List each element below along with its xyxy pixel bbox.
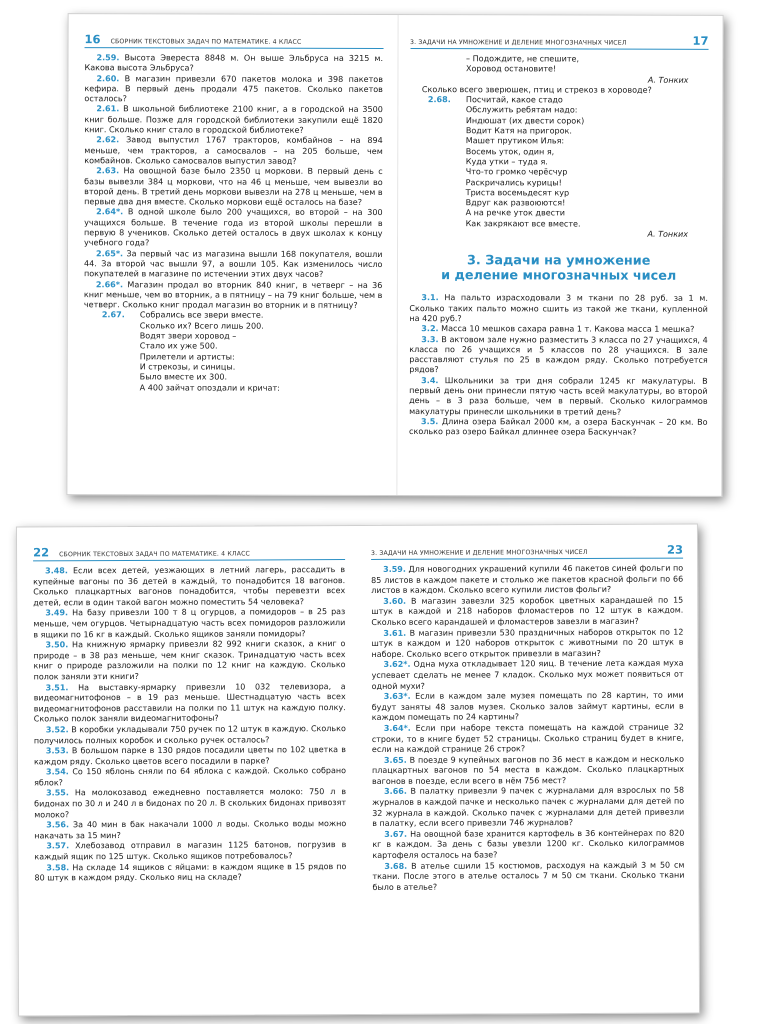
page-header [85,32,384,49]
task-text: В коробки укладывали 750 ручек по 12 штук в каждую. Сколько получилось полных коробок и сколько ручек осталось? [33,723,346,745]
poem-line: Куда утки – туда я. [465,157,548,167]
running-title: 3. ЗАДАЧИ НА УМНОЖЕНИЕ И ДЕЛЕНИЕ МНОГОЗНАЧНЫХ ЧИСЕЛ [410,39,627,47]
poem-line: – Подождите, не спешите, [466,54,580,64]
task-text: За 40 мин в бак накачали 1000 л воды. Сколько воды можно накачать за 15 мин? [34,819,347,841]
task-item [371,564,683,597]
task-list [371,564,684,894]
task-text: В палатку привезли 9 пачек с журналами для взрослых по 58 журналов в каждой пачке и несколько пачек с журналами для детей по 32 журнала в каждой. Сколько пачек с журналами для детей привезли в палатку, если всего привезли 746 журналов? [372,786,685,829]
task-number: 3.59. [383,564,406,574]
task-item [34,682,346,726]
task-item [34,724,346,747]
poem-line: Как закрякают все вместе. [465,218,581,229]
task-item [84,166,383,208]
task-item [372,659,684,692]
task-text: На складе 14 ящиков с яйцами: в каждом ящике в 15 рядов по 80 штук в каждом ряду. Сколько яиц на складе? [34,861,347,883]
poem-line: Хоровод остановите! [465,64,557,74]
task-item [371,627,683,660]
bottom-book-spread [16,524,700,1017]
task-item [84,208,383,250]
poem-line: Водят звери хоровод – [139,331,237,341]
poem-author: А. Тонких [647,229,689,239]
task-text: Длина озера Байкал 2000 км, а озера Баскунчак – 20 км. Во сколько раз озеро Байкал длиннее озера Баскунчак? [409,417,708,437]
poem-line: Было вместе их 300. [139,372,228,382]
task-number: 3.56. [46,820,70,830]
task-list [84,53,383,311]
task-item [84,53,383,74]
task-number: 3.4. [421,375,439,385]
task-item [372,828,684,861]
page-17 [397,15,723,496]
task-number: 3.49. [45,608,69,618]
poem-author: А. Тонких [647,75,689,85]
poem-line: Машет прутиком Илья: [465,136,565,146]
poem-line: Обслужить ребятам надо: [465,105,578,115]
running-title: СБОРНИК ТЕКСТОВЫХ ЗАДАЧ ПО МАТЕМАТИКЕ. 4 КЛАСС [59,550,251,559]
page-number: 23 [666,542,684,557]
page-number: 22 [33,545,50,560]
task-item [84,74,383,106]
task-number: 3.52. [45,725,69,735]
poem-line: Прилетели и артисты: [139,351,235,362]
task-text: На молокозавод ежедневно поставляется молоко: 750 л в бидонах по 30 л и 240 л в бидонах по 20 л. В скольких бидонах привозят молоко? [34,787,347,820]
poem-line: Раскричались курицы! [465,177,562,187]
poem-line: Посчитай, какое стадо [465,95,563,105]
task-number: 2.68. [427,95,451,105]
task-number: 3.3. [421,334,439,344]
page-header [410,33,709,50]
task-item [372,722,684,755]
task-list [409,293,708,438]
page-23 [359,525,699,1014]
task-text: Со 150 яблонь сняли по 64 яблока с каждой. Сколько собрано яблок? [34,766,347,788]
poem-line: Индюшат (их двести сорок) [465,115,585,126]
task-item [34,840,346,863]
task-text: Школьники за три дня собрали 1245 кг макулатуры. В первый день они принесли пятую часть всей макулатуры, во второй день – в 3 раза больше, чем в первый. Сколько килограммов макулатуры принесли школьники в третий день? [409,375,708,417]
poem-line: Водит Катя на пригорок. [465,126,573,136]
task-number: 3.5. [421,416,439,427]
task-item [371,595,683,628]
task-text: Если при наборе текста помещать на каждой странице 32 строки, то в книге будет 52 страницы. Сколько страниц будет в книге, если на каждой странице 26 строк? [371,722,684,755]
task-number: 3.66. [384,787,407,797]
task-item [34,788,346,821]
task-item [33,565,345,609]
task-number: 2.67. [101,310,125,320]
page-number: 17 [692,33,709,48]
poem-line: Восемь уток, один я, [465,146,555,157]
running-title: СБОРНИК ТЕКСТОВЫХ ЗАДАЧ ПО МАТЕМАТИКЕ. 4 КЛАСС [110,38,302,46]
task-text: В одной школе было 200 учащихся, во второй – на 300 учащихся больше. В течение года из второй школы перешли в первую 8 учеников. Сколько детей осталось в двух школах к концу учебного года? [84,207,383,248]
task-number: 3.57. [46,841,70,851]
task-text: В магазин привезли 530 праздничных наборов открыток по 12 штук в каждом и 120 наборов открыток с животными по 20 штук в наборе. Сколько всего открыток привезли в магазин? [371,627,684,659]
poem-line: А 400 зайчат опоздали и кричат: [139,382,280,393]
task-text: Высота Эвереста 8848 м. Он выше Эльбруса на 3215 м. Какова высота Эльбруса? [84,53,384,73]
task-number: 3.65. [383,755,407,765]
task-number: 2.66*. [95,279,124,289]
task-text: На овощной базе хранится картофель в 36 контейнерах по 820 кг в каждом. За день с базы увезли 1200 кг. Сколько килограммов картофеля осталось на базе? [372,828,685,860]
task-text: За первый час из магазина вышли 168 покупателя, вошли 44. За второй час вышли 97, а вошли 105. Как изменилось число покупателей в магазине по истечении этих двух часов? [83,248,383,280]
poem-line: А на речке уток двести [465,208,566,218]
task-number: 2.60. [96,73,120,83]
poem-lines [140,311,383,394]
task-number: 3.60. [383,596,407,606]
task-number: 3.54. [45,767,69,777]
page-16 [67,14,398,495]
task-item [409,417,708,438]
poem-lines [466,54,709,75]
task-item [372,786,684,830]
task-text: Для новогодних украшений купили 46 пакетов синей фольги по 85 листов в каждом пакете и столько же пакетов красной фольги по 66 листов в каждом. Сколько всего купили листов фольги? [371,563,684,596]
task-item [409,376,708,418]
task-number: 3.2. [421,324,439,334]
task-number: 3.64*. [383,723,411,733]
page-header [371,543,683,560]
task-number: 2.64*. [96,207,124,217]
task-item [372,754,684,787]
task-number: 3.61. [383,628,407,638]
task-number: 3.62*. [383,660,411,670]
poem-line: Собрались все звери вместе. [139,310,264,321]
poem-line: Вдруг как развоюются! [465,198,566,208]
task-number: 3.48. [45,566,68,576]
page-header [33,544,345,561]
section-heading: 3. Задачи на умножение и деление многозначных чисел [441,253,677,285]
task-text: Завод выпустил 1767 тракторов, комбайнов – на 894 меньше, чем тракторов, а самосвалов – на 205 больше, чем комбайнов. Сколько самосвалов выпустил завод? [84,135,383,166]
task-text: Магазин продал во вторник 840 книг, в четверг – на 36 книг меньше, чем во вторник, а в пятницу – на 79 книг больше, чем в четверг. Сколько книг продал магазин во вторник и в пятницу? [83,279,383,311]
running-title: 3. ЗАДАЧИ НА УМНОЖЕНИЕ И ДЕЛЕНИЕ МНОГОЗНАЧНЫХ ЧИСЕЛ [371,548,588,557]
task-text: На выставку-ярмарку привезли 10 032 телевизора, а видеомагнитофонов – в 19 раз меньше. Шестнадцатую часть всех видеомагнитофонов расставили на полки по 11 штук на каждую полку. Сколько полок заняли видеомагнитофоны? [33,681,346,724]
task-number: 3.58. [46,862,70,872]
task-text: На овощной базе было 2350 ц моркови. В первый день с базы вывезли 384 ц моркови, что на 46 ц меньше, чем вывезли во второй день. В третий день моркови вывезли на 278 ц меньше, чем в первые два дня вместе. Сколько моркови ещё осталось на базе? [84,166,383,208]
poem-task [410,95,709,230]
task-text: На базу привезли 100 т 8 ц огурцов, а помидоров – в 25 раз меньше, чем огурцов. Четырнадцатую часть всех помидоров разложили в ящики по 16 кг в каждый. Сколько ящиков заняли помидоры? [33,607,346,639]
task-number: 3.63*. [383,691,411,702]
task-text: Одна муха откладывает 120 яиц. В течение лета каждая муха успевает сделать не менее 7 кладок. Сколько мух может появиться от одной мухи? [371,658,684,691]
poem-line: Триста восемьдесят кур [465,188,570,198]
poem-line: Стало их уже 500. [139,341,218,351]
task-text: Масса 10 мешков сахара равна 1 т. Какова масса 1 мешка? [441,324,695,335]
task-text: В магазин завезли 325 коробок цветных карандашей по 15 штук в каждой и 218 наборов фломастеров по 12 штук в каждом. Сколько всего карандашей и фломастеров завезли в магазин? [371,595,684,627]
task-text: Если в каждом зале музея помещать по 28 картин, то ими будут заняты 48 залов музея. Сколько залов займут картины, если в каждом помещать по 24 картины? [371,690,684,723]
poem-line: Что-то громко черёсчур [465,167,568,177]
task-text: В магазин привезли 670 пакетов молока и 398 пакетов кефира. В первый день продали 475 пакетов. Сколько пакетов осталось? [84,73,383,104]
task-number: 2.62. [96,135,120,145]
task-text: На книжную ярмарку привезли 82 992 книги сказок, а книг о природе – в 38 раз меньше, чем книг сказок. Тринадцатую часть всех книг о природе разложили на полки по 12 книг на каждую. Сколько полок заняли эти книги? [33,639,346,682]
page-22 [17,526,361,1015]
task-number: 3.68. [384,861,408,871]
poem-continuation [410,54,709,75]
task-text: На пальто израсходовали 3 м ткани по 28 руб. за 1 м. Сколько таких пальто можно сшить из такой же ткани, купленной на 420 руб.? [409,293,708,324]
poem-question: Сколько всего зверюшек, птиц и стрекоз в хороводе? [421,84,652,95]
task-number: 3.51. [45,682,69,692]
task-item [34,766,346,789]
task-item [84,280,383,312]
task-item [409,293,708,325]
task-number: 2.65*. [95,248,124,258]
task-text: В школьной библиотеке 2100 книг, а в городской на 3500 книг больше. Позже для городской библиотеки закупили ещё 1820 книг. Сколько книг стало в городской библиотеке? [84,104,383,135]
task-item [409,335,708,377]
task-item [84,105,383,137]
task-item [84,136,383,168]
task-number: 2.59. [96,53,120,63]
task-item [33,607,345,640]
task-item [34,745,346,768]
task-item [34,862,346,885]
task-text: В поезде 9 купейных вагонов по 36 мест в каждом и несколько плацкартных вагонов по 54 места в каждом. Сколько плацкартных вагонов в поезде, если всего в нём 756 мест? [371,754,685,786]
task-number: 3.67. [384,829,408,839]
task-text: В ателье сшили 15 костюмов, расходуя на каждый 3 м 50 см ткани. После этого в ателье осталось 7 м 50 см ткани. Сколько ткани было в ателье? [372,860,685,892]
task-item [33,639,345,683]
poem-line: Сколько их? Всего лишь 200. [139,321,264,331]
task-item [34,819,346,842]
task-number: 3.50. [45,640,69,650]
task-text: В большом парке в 130 рядов посадили цветы по 102 цветка в каждом ряду. Сколько цветов всего посадили в парке? [33,745,346,767]
task-text: Хлебозавод отправил в магазин 1125 батонов, погрузив в каждый ящик по 125 штук. Сколько ящиков потребовалось? [34,840,347,862]
poem-line: И стрекозы, и синицы. [139,362,236,372]
task-list [33,565,346,884]
task-item [84,249,383,281]
task-text: Если всех детей, уезжающих в летний лагерь, рассадить в купейные вагоны по 36 детей в каждый, то понадобится 18 вагонов. Сколько плацкартных вагонов понадобится, чтобы перевезти всех детей, если в один такой вагон можно поместить 54 человека? [33,565,346,608]
poem-task [84,311,383,394]
task-item [372,860,684,893]
task-number: 3.1. [421,293,439,303]
top-book-spread [66,13,723,497]
task-number: 3.53. [45,746,69,756]
poem-lines [466,95,709,229]
task-text: В актовом зале нужно разместить 3 класса по 27 учащихся, 4 класса по 26 учащихся и 5 классов по 28 учащихся. В зале расставляют стулья по 25 в каждом ряду. Сколько потребуется рядов? [409,334,708,375]
task-number: 3.55. [46,788,69,798]
page-number: 16 [84,32,101,47]
task-item [372,691,684,724]
task-number: 2.63. [96,166,120,176]
task-number: 2.61. [96,104,120,114]
